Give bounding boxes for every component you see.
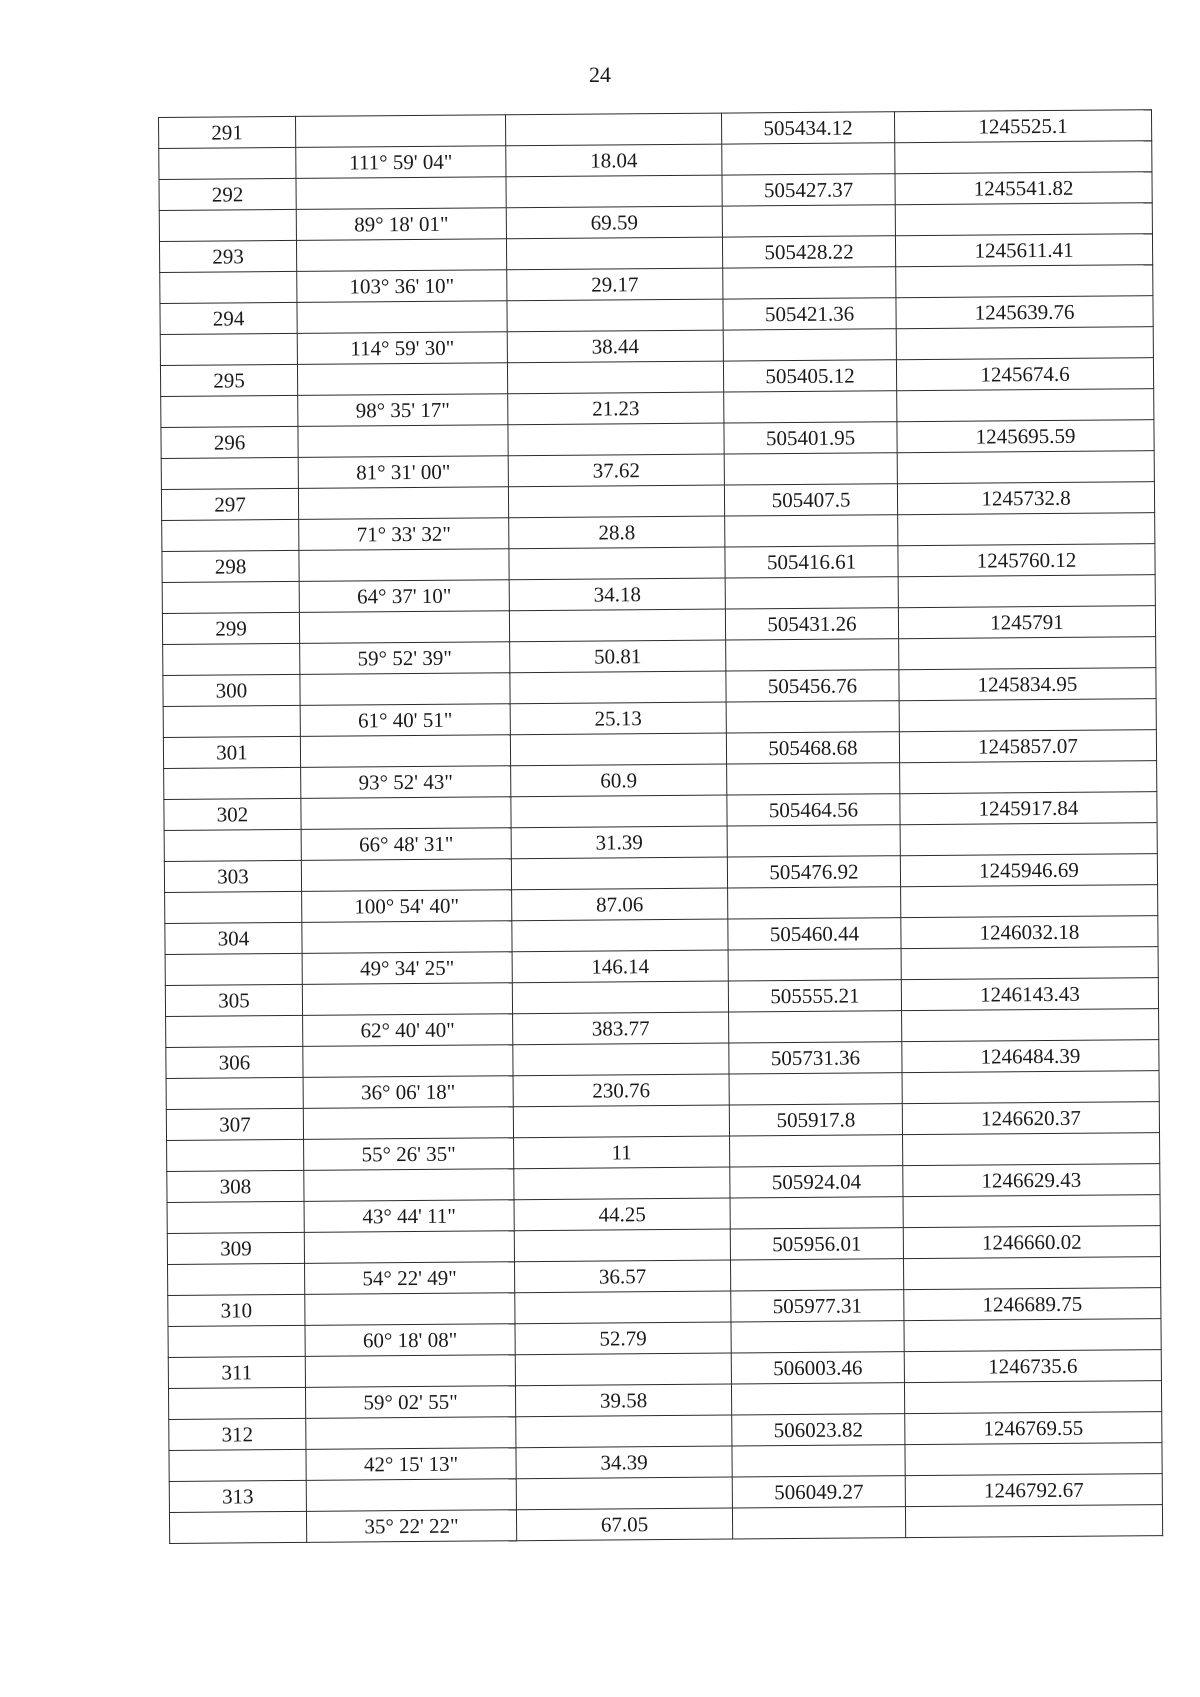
- empty-cell: [723, 267, 896, 299]
- northing-cell: 505555.21: [728, 980, 901, 1012]
- bearing-cell: 55° 26' 35": [304, 1138, 514, 1171]
- northing-cell: 505476.92: [727, 856, 900, 888]
- easting-cell: 1245639.76: [896, 296, 1153, 329]
- northing-cell: 505428.22: [722, 236, 895, 268]
- bearing-cell: 54° 22' 49": [305, 1262, 515, 1295]
- distance-cell: 38.44: [507, 330, 723, 363]
- northing-cell: 505407.5: [724, 484, 897, 516]
- bearing-cell: 111° 59' 04": [296, 146, 506, 179]
- easting-cell: 1245732.8: [897, 482, 1154, 515]
- empty-cell: [727, 763, 900, 795]
- empty-cell: [899, 637, 1156, 670]
- empty-cell: [297, 363, 507, 396]
- easting-cell: 1245611.41: [895, 234, 1152, 267]
- course-row: [169, 1505, 1162, 1544]
- bearing-cell: 60° 18' 08": [305, 1324, 515, 1357]
- point-number-cell: 312: [169, 1418, 306, 1450]
- empty-cell: [159, 209, 296, 241]
- point-number-cell: 308: [167, 1170, 304, 1202]
- distance-cell: 25.13: [510, 702, 726, 735]
- empty-cell: [295, 115, 505, 148]
- empty-cell: [304, 1231, 514, 1264]
- northing-cell: 505416.61: [725, 546, 898, 578]
- distance-cell: 60.9: [511, 764, 727, 797]
- bearing-cell: 59° 52' 39": [300, 642, 510, 675]
- empty-cell: [905, 1443, 1162, 1476]
- easting-cell: 1246620.37: [902, 1102, 1159, 1135]
- empty-cell: [896, 327, 1153, 360]
- bearing-cell: 49° 34' 25": [302, 952, 512, 985]
- empty-cell: [724, 453, 897, 485]
- distance-cell: 230.76: [513, 1074, 729, 1107]
- empty-cell: [506, 175, 722, 208]
- empty-cell: [732, 1445, 905, 1477]
- empty-cell: [161, 395, 298, 427]
- northing-cell: 505924.04: [730, 1166, 903, 1198]
- empty-cell: [303, 1107, 513, 1140]
- distance-cell: 11: [514, 1136, 730, 1169]
- empty-cell: [895, 141, 1152, 174]
- empty-cell: [304, 1169, 514, 1202]
- distance-cell: 146.14: [512, 950, 728, 983]
- point-number-cell: 293: [159, 240, 296, 272]
- empty-cell: [728, 887, 901, 919]
- northing-cell: 505731.36: [729, 1042, 902, 1074]
- easting-cell: 1245834.95: [899, 668, 1156, 701]
- bearing-cell: 62° 40' 40": [303, 1014, 513, 1047]
- empty-cell: [897, 389, 1154, 422]
- empty-cell: [730, 1135, 903, 1167]
- empty-cell: [163, 643, 300, 675]
- distance-cell: 44.25: [514, 1198, 730, 1231]
- point-number-cell: 304: [165, 922, 302, 954]
- empty-cell: [169, 1449, 306, 1481]
- empty-cell: [511, 795, 727, 828]
- easting-cell: 1245541.82: [895, 172, 1152, 205]
- point-number-cell: 291: [159, 116, 296, 148]
- empty-cell: [730, 1259, 903, 1291]
- northing-cell: 505977.31: [731, 1290, 904, 1322]
- point-number-cell: 313: [169, 1480, 306, 1512]
- empty-cell: [896, 265, 1153, 298]
- empty-cell: [897, 451, 1154, 484]
- empty-cell: [731, 1321, 904, 1353]
- empty-cell: [725, 577, 898, 609]
- point-number-cell: 301: [163, 736, 300, 768]
- point-number-cell: 302: [164, 798, 301, 830]
- northing-cell: 505464.56: [727, 794, 900, 826]
- easting-cell: 1245917.84: [900, 792, 1157, 825]
- point-number-cell: 298: [162, 550, 299, 582]
- empty-cell: [305, 1293, 515, 1326]
- empty-cell: [298, 425, 508, 458]
- empty-cell: [729, 1073, 902, 1105]
- empty-cell: [516, 1477, 732, 1510]
- empty-cell: [160, 333, 297, 365]
- empty-cell: [306, 1417, 516, 1450]
- northing-cell: 506003.46: [731, 1352, 904, 1384]
- distance-cell: 39.58: [515, 1384, 731, 1417]
- empty-cell: [898, 513, 1155, 546]
- point-number-cell: 306: [166, 1046, 303, 1078]
- easting-cell: 1246689.75: [904, 1288, 1161, 1321]
- easting-cell: 1245674.6: [896, 358, 1153, 391]
- bearing-cell: 103° 36' 10": [297, 270, 507, 303]
- empty-cell: [506, 237, 722, 270]
- bearing-cell: 89° 18' 01": [296, 208, 506, 241]
- empty-cell: [510, 733, 726, 766]
- northing-cell: 505460.44: [728, 918, 901, 950]
- distance-cell: 67.05: [516, 1508, 732, 1541]
- empty-cell: [306, 1479, 516, 1512]
- bearing-cell: 93° 52' 43": [301, 766, 511, 799]
- point-number-cell: 311: [168, 1356, 305, 1388]
- empty-cell: [508, 423, 724, 456]
- empty-cell: [162, 519, 299, 551]
- bearing-cell: 42° 15' 13": [306, 1448, 516, 1481]
- empty-cell: [724, 391, 897, 423]
- empty-cell: [168, 1263, 305, 1295]
- empty-cell: [722, 205, 895, 237]
- bearing-cell: 66° 48' 31": [301, 828, 511, 861]
- empty-cell: [515, 1353, 731, 1386]
- bearing-cell: 43° 44' 11": [304, 1200, 514, 1233]
- bearing-cell: 100° 54' 40": [302, 890, 512, 923]
- empty-cell: [166, 1077, 303, 1109]
- distance-cell: 34.39: [516, 1446, 732, 1479]
- empty-cell: [728, 949, 901, 981]
- northing-cell: 505956.01: [730, 1228, 903, 1260]
- point-number-cell: 294: [160, 302, 297, 334]
- empty-cell: [300, 673, 510, 706]
- empty-cell: [164, 829, 301, 861]
- empty-cell: [731, 1383, 904, 1415]
- empty-cell: [904, 1319, 1161, 1352]
- distance-cell: 37.62: [508, 454, 724, 487]
- empty-cell: [726, 639, 899, 671]
- empty-cell: [512, 981, 728, 1014]
- empty-cell: [296, 239, 506, 272]
- empty-cell: [509, 609, 725, 642]
- point-number-cell: 300: [163, 674, 300, 706]
- empty-cell: [167, 1201, 304, 1233]
- empty-cell: [165, 891, 302, 923]
- empty-cell: [905, 1505, 1162, 1538]
- empty-cell: [300, 735, 510, 768]
- page-number: 24: [589, 62, 611, 87]
- northing-cell: 505421.36: [723, 298, 896, 330]
- easting-cell: 1245946.69: [900, 854, 1157, 887]
- distance-cell: 28.8: [509, 516, 725, 549]
- distance-cell: 36.57: [515, 1260, 731, 1293]
- bearing-cell: 114° 59' 30": [297, 332, 507, 365]
- empty-cell: [902, 1071, 1159, 1104]
- easting-cell: 1245695.59: [897, 420, 1154, 453]
- distance-cell: 50.81: [510, 640, 726, 673]
- bearing-cell: 61° 40' 51": [300, 704, 510, 737]
- empty-cell: [722, 143, 895, 175]
- empty-cell: [507, 299, 723, 332]
- northing-cell: 506049.27: [732, 1476, 905, 1508]
- empty-cell: [299, 549, 509, 582]
- bearing-cell: 71° 33' 32": [299, 518, 509, 551]
- empty-cell: [903, 1133, 1160, 1166]
- empty-cell: [167, 1139, 304, 1171]
- empty-cell: [507, 361, 723, 394]
- easting-cell: 1246660.02: [903, 1226, 1160, 1259]
- point-number-cell: 299: [162, 612, 299, 644]
- empty-cell: [165, 953, 302, 985]
- distance-cell: 87.06: [512, 888, 728, 921]
- empty-cell: [516, 1415, 732, 1448]
- distance-cell: 31.39: [511, 826, 727, 859]
- empty-cell: [303, 1045, 513, 1078]
- empty-cell: [168, 1387, 305, 1419]
- empty-cell: [725, 515, 898, 547]
- northing-cell: 505917.8: [729, 1104, 902, 1136]
- point-number-cell: 309: [167, 1232, 304, 1264]
- empty-cell: [510, 671, 726, 704]
- northing-cell: 505431.26: [725, 608, 898, 640]
- empty-cell: [509, 547, 725, 580]
- empty-cell: [727, 825, 900, 857]
- easting-cell: 1245791: [898, 606, 1155, 639]
- easting-cell: 1246143.43: [901, 978, 1158, 1011]
- empty-cell: [297, 301, 507, 334]
- empty-cell: [302, 983, 512, 1016]
- empty-cell: [161, 457, 298, 489]
- point-number-cell: 307: [166, 1108, 303, 1140]
- northing-cell: 505405.12: [723, 360, 896, 392]
- empty-cell: [904, 1381, 1161, 1414]
- empty-cell: [505, 113, 721, 146]
- easting-cell: 1246792.67: [905, 1474, 1162, 1507]
- bearing-cell: 59° 02' 55": [305, 1386, 515, 1419]
- empty-cell: [302, 921, 512, 954]
- coordinates-table: [158, 109, 1163, 1544]
- empty-cell: [903, 1257, 1160, 1290]
- empty-cell: [508, 485, 724, 518]
- northing-cell: 505434.12: [721, 112, 894, 144]
- northing-cell: 505427.37: [722, 174, 895, 206]
- point-number-cell: 292: [159, 178, 296, 210]
- northing-cell: 505401.95: [724, 422, 897, 454]
- northing-cell: 505456.76: [726, 670, 899, 702]
- empty-cell: [513, 1043, 729, 1076]
- empty-cell: [166, 1015, 303, 1047]
- distance-cell: 21.23: [508, 392, 724, 425]
- empty-cell: [512, 919, 728, 952]
- empty-cell: [511, 857, 727, 890]
- empty-cell: [160, 271, 297, 303]
- northing-cell: 506023.82: [732, 1414, 905, 1446]
- empty-cell: [159, 147, 296, 179]
- empty-cell: [729, 1011, 902, 1043]
- distance-cell: 18.04: [506, 144, 722, 177]
- easting-cell: 1246769.55: [905, 1412, 1162, 1445]
- empty-cell: [898, 575, 1155, 608]
- easting-cell: 1245760.12: [898, 544, 1155, 577]
- easting-cell: 1246629.43: [903, 1164, 1160, 1197]
- easting-cell: 1245857.07: [899, 730, 1156, 763]
- empty-cell: [162, 581, 299, 613]
- point-number-cell: 295: [160, 364, 297, 396]
- empty-cell: [513, 1105, 729, 1138]
- point-number-cell: 310: [168, 1294, 305, 1326]
- easting-cell: 1246484.39: [902, 1040, 1159, 1073]
- empty-cell: [723, 329, 896, 361]
- empty-cell: [901, 885, 1158, 918]
- empty-cell: [515, 1291, 731, 1324]
- empty-cell: [296, 177, 506, 210]
- easting-cell: 1246032.18: [901, 916, 1158, 949]
- empty-cell: [301, 797, 511, 830]
- empty-cell: [299, 611, 509, 644]
- empty-cell: [902, 1009, 1159, 1042]
- point-number-cell: 296: [161, 426, 298, 458]
- northing-cell: 505468.68: [726, 732, 899, 764]
- empty-cell: [726, 701, 899, 733]
- empty-cell: [730, 1197, 903, 1229]
- point-number-cell: 305: [165, 984, 302, 1016]
- distance-cell: 34.18: [509, 578, 725, 611]
- point-number-cell: 303: [164, 860, 301, 892]
- distance-cell: 52.79: [515, 1322, 731, 1355]
- empty-cell: [168, 1325, 305, 1357]
- empty-cell: [903, 1195, 1160, 1228]
- distance-cell: 29.17: [507, 268, 723, 301]
- empty-cell: [514, 1229, 730, 1262]
- empty-cell: [163, 705, 300, 737]
- bearing-cell: 36° 06' 18": [303, 1076, 513, 1109]
- bearing-cell: 98° 35' 17": [298, 394, 508, 427]
- empty-cell: [895, 203, 1152, 236]
- empty-cell: [900, 761, 1157, 794]
- empty-cell: [164, 767, 301, 799]
- empty-cell: [901, 947, 1158, 980]
- empty-cell: [514, 1167, 730, 1200]
- empty-cell: [169, 1511, 306, 1543]
- table-body: [159, 110, 1163, 1544]
- empty-cell: [900, 823, 1157, 856]
- empty-cell: [899, 699, 1156, 732]
- distance-cell: 69.59: [506, 206, 722, 239]
- bearing-cell: 81° 31' 00": [298, 456, 508, 489]
- bearing-cell: 64° 37' 10": [299, 580, 509, 613]
- bearing-cell: 35° 22' 22": [306, 1510, 516, 1543]
- empty-cell: [732, 1507, 905, 1539]
- empty-cell: [301, 859, 511, 892]
- easting-cell: 1246735.6: [904, 1350, 1161, 1383]
- easting-cell: 1245525.1: [894, 110, 1151, 143]
- empty-cell: [305, 1355, 515, 1388]
- empty-cell: [298, 487, 508, 520]
- distance-cell: 383.77: [513, 1012, 729, 1045]
- point-number-cell: 297: [161, 488, 298, 520]
